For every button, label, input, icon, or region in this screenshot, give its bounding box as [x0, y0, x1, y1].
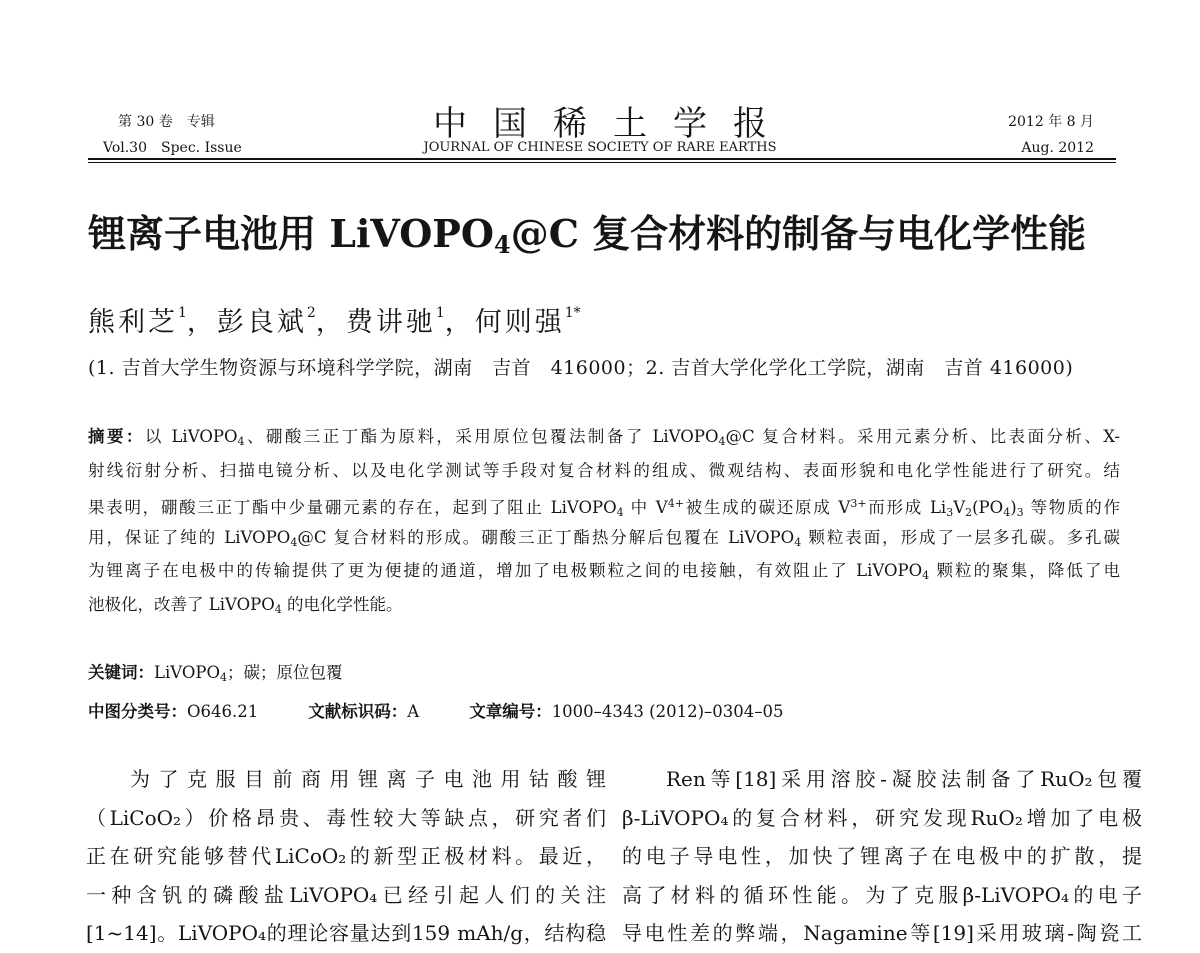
affiliations: (1. 吉首大学生物资源与环境科学学院，湖南 吉首 416000；2. 吉首大学化学化工学院，湖南 吉首 416000)	[88, 357, 1074, 379]
author-name: 何则强	[474, 307, 565, 338]
abstract: 摘要：以 LiVOPO$_4$、硼酸三正丁酯为原料，采用原位包覆法制备了 LiVOPO$_4$@C 复合材料。采用元素分析、比表面分析、X- 射线衍射分析、扫描电镜分析、以及电化学测试等手段对复合材料的组成、微观结构、表面形貌和电化学性能进行了研究。结 果表明，硼酸三正丁酯中少量硼元素的存在，起到了阻止 LiVOPO$_4$ 中 $V^{4+}$被生成的碳还原成 $V^{3+}$而形成 $Li_3V_2(PO_4)_3$ 等物质的作 用，保证了纯的 LiVOPO$_4$@C 复合材料的形成。硼酸三正丁酯热分解后包覆在 LiVOPO$_4$ 颗粒表面，形成了一层多孔碳。多孔碳 为锂离子在电极中的传输提供了更为便捷的通道，增加了电极颗粒之间的电接触，有效阻止了 LiVOPO$_4$ 颗粒的聚集，降低了电 池极化，改善了 LiVOPO$_4$ 的电化学性能。	[88, 427, 1121, 616]
header-rule-thin	[88, 162, 1116, 163]
body-line: 的电子导电性，加快了锂离子在电极中的扩散，提	[622, 844, 1142, 869]
author-name: 彭良斌	[216, 307, 307, 338]
author-list: 熊利芝$^1$，彭良斌$^2$，费讲驰$^1$，何则强$^{1*}$	[88, 305, 581, 338]
body-line: β-LiVOPO₄的复合材料，研究发现RuO₂增加了电极	[622, 805, 1142, 830]
body-line: （LiCoO₂）价格昂贵、毒性较大等缺点，研究者们	[86, 805, 606, 830]
body-column-right	[622, 760, 1142, 953]
body-line: 一种含钒的磷酸盐LiVOPO₄已经引起人们的关注	[86, 882, 606, 907]
journal-title-en: JOURNAL OF CHINESE SOCIETY OF RARE EARTHS	[423, 140, 777, 155]
author-name: 费讲驰	[345, 307, 436, 338]
classification-info: 中图分类号：O646.21 文献标识码：A 文章编号：1000–4343 (2012)–0304–05	[88, 702, 784, 721]
issue-date-en: Aug. 2012	[1021, 140, 1094, 156]
body-line: 导电性差的弊端，Nagamine等[19]采用玻璃-陶瓷工	[622, 921, 1142, 946]
body-column-left	[86, 760, 606, 953]
volume-cn: 第 30 卷 专辑	[118, 114, 215, 130]
body-line: Ren等[18]采用溶胶-凝胶法制备了RuO₂包覆	[666, 767, 1142, 791]
journal-title-cn: 中国稀土学报	[433, 104, 793, 144]
body-line: 为了克服目前商用锂离子电池用钴酸锂	[130, 767, 606, 791]
body-line: 高了材料的循环性能。为了克服β-LiVOPO₄的电子	[622, 882, 1142, 907]
paper-title: 锂离子电池用 LiVOPO$_4$@C 复合材料的制备与电化学性能	[88, 211, 1087, 259]
body-line: [1~14]。LiVOPO₄的理论容量达到159 mAh/g，结构稳	[86, 921, 606, 946]
body-line: 正在研究能够替代LiCoO₂的新型正极材料。最近，	[86, 844, 606, 869]
keywords: 关键词：LiVOPO$_4$；碳；原位包覆	[88, 663, 343, 684]
author-name: 熊利芝	[88, 307, 178, 338]
issue-date-cn: 2012 年 8 月	[1008, 114, 1094, 130]
header-rule-thick	[88, 158, 1116, 160]
volume-en: Vol.30 Spec. Issue	[103, 140, 242, 156]
